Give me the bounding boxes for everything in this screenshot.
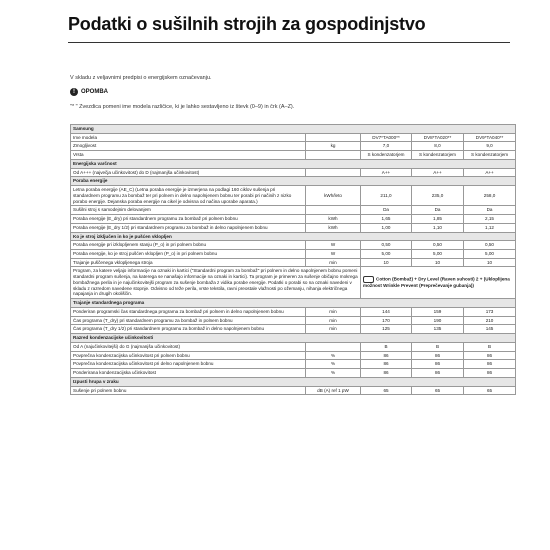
value-cell: 65 (361, 386, 412, 395)
intro-text: V skladu z veljavnimi predpisi o energijskem označevanju. (70, 75, 212, 81)
unit-cell: % (306, 369, 361, 378)
value-cell: A++ (464, 168, 516, 177)
section-row (71, 177, 516, 186)
value-cell: 86 (464, 360, 516, 369)
value-cell: 145 (464, 325, 516, 334)
note-heading (70, 88, 108, 96)
unit-cell: W (306, 241, 361, 250)
table-row-type (71, 151, 516, 160)
value-cell: 10 (412, 258, 464, 267)
row-label: Poraba energije, ko je stroj pušćen vklopljen (P_o) in pri polnem bobnu (71, 250, 306, 259)
value-cell: 8,0 (412, 142, 464, 151)
table-row-left-on-duration (71, 258, 516, 267)
table-row-weighted-time (71, 307, 516, 316)
section-heading: Ko je stroj izključen in ko je pušćen vklopljen (71, 232, 516, 241)
value-cell: S kondenzatorjem (412, 151, 464, 160)
program-value-cell (361, 267, 516, 299)
value-cell: 1,00 (361, 223, 412, 232)
value-cell: 1,65 (361, 215, 412, 224)
unit-cell: kWh (306, 223, 361, 232)
table-row-full-energy (71, 215, 516, 224)
value-cell: 190 (412, 316, 464, 325)
value-cell: A++ (412, 168, 464, 177)
table-row-auto (71, 206, 516, 215)
section-row (71, 377, 516, 386)
value-cell: 170 (361, 316, 412, 325)
value-cell: S kondenzatorjem (361, 151, 412, 160)
value-cell: 86 (361, 360, 412, 369)
row-label: Poraba energije (E_dry 1/2) pri standardnem programu za bombaž in delno napolnjenem bobnu (71, 223, 306, 232)
row-label: Sušenje pri polnem bobnu (71, 386, 306, 395)
value-cell: 65 (412, 386, 464, 395)
section-row (71, 334, 516, 343)
value-cell: B (412, 342, 464, 351)
row-label: Ponderiran programski čas standardnega programa za bombaž pri polnem in delno napolnjenem bobnu (71, 307, 306, 316)
unit-cell: W (306, 250, 361, 259)
table-row-left-on-power (71, 250, 516, 259)
value-cell: 0,50 (361, 241, 412, 250)
value-cell: 1,85 (412, 215, 464, 224)
row-label: Povprečna kondenzacijska učinkovitost pri polnem bobnu (71, 351, 306, 360)
unit-cell: min (306, 307, 361, 316)
value-cell: 5,00 (412, 250, 464, 259)
unit-cell: kg (306, 142, 361, 151)
unit-cell (306, 342, 361, 351)
table-row-off-power (71, 241, 516, 250)
dryer-program-icon (363, 276, 374, 283)
table-row-cond-class (71, 342, 516, 351)
row-label: Letna poraba energije (AE_C) (Letna poraba energije je izmerjena na podlagi 160 ciklov sušenja pri standardnem programu za bombaž ter pri polnem in delno napolnjenem bobnu ter porabi pri načinih z nizko porabo energije. Dejanska poraba energije na cikel je odvisna od načina uporabe aparata.) (71, 186, 306, 206)
value-cell: 211,0 (361, 186, 412, 206)
table-row-full-time (71, 316, 516, 325)
unit-cell (306, 133, 361, 142)
value-cell: 10 (361, 258, 412, 267)
row-label: Od A+++ (največja učinkovitost) do D (najmanjša učinkovitost) (71, 168, 306, 177)
value-cell: 9,0 (464, 142, 516, 151)
table-row-program (71, 267, 516, 299)
unit-cell: min (306, 325, 361, 334)
brand-cell: Samsung (71, 125, 516, 134)
value-cell: 1,12 (464, 223, 516, 232)
value-cell: 86 (464, 351, 516, 360)
row-label: Vrsta (71, 151, 306, 160)
model-name: DV7*TA000** (361, 133, 412, 142)
table-row-weighted-cond (71, 369, 516, 378)
unit-cell (306, 206, 361, 215)
value-cell: A++ (361, 168, 412, 177)
value-cell: 125 (361, 325, 412, 334)
row-label: Zmogljivost (71, 142, 306, 151)
row-label: Čas programa (T_dry 1/2) pri standardnem programu za bombaž in delno napolnjenem bobnu (71, 325, 306, 334)
row-label: Čas programa (T_dry) pri standardnem programu za bombaž in polnem bobnu (71, 316, 306, 325)
value-cell: 65 (464, 386, 516, 395)
note-text: "* " Zvezdica pomeni ime modela različice, ki je lahko sestavljeno iz števk (0–9) in črk (A–Z). (70, 104, 295, 110)
value-cell: Da (464, 206, 516, 215)
value-cell: 1,10 (412, 223, 464, 232)
table-row-avg-cond-partial (71, 360, 516, 369)
table-row-capacity (71, 142, 516, 151)
row-label: Ponderirana kondenzacijska učinkovitost (71, 369, 306, 378)
table-row-partial-energy (71, 223, 516, 232)
table-row-model (71, 133, 516, 142)
section-row (71, 232, 516, 241)
value-cell: B (464, 342, 516, 351)
unit-cell (306, 168, 361, 177)
title-divider (68, 42, 510, 43)
row-label: Ime modela (71, 133, 306, 142)
unit-cell: dB (A) ref 1 pW (306, 386, 361, 395)
value-cell: 135 (412, 325, 464, 334)
unit-cell: kWh/leto (306, 186, 361, 206)
table-row-partial-time (71, 325, 516, 334)
dryer-spec-table (70, 124, 516, 395)
value-cell: 144 (361, 307, 412, 316)
row-label: Poraba energije pri izklopljenem stanju (P_o) in pri polnem bobnu (71, 241, 306, 250)
value-cell: 210 (464, 316, 516, 325)
section-heading: Poraba energije (71, 177, 516, 186)
info-icon: ! (70, 88, 78, 96)
model-name: DV9*TA040** (464, 133, 516, 142)
table-row-brand (71, 125, 516, 134)
section-heading: Trajanje standardnega programa (71, 299, 516, 308)
section-heading: Energijska varčnost (71, 159, 516, 168)
value-cell: 0,50 (412, 241, 464, 250)
value-cell: Da (412, 206, 464, 215)
section-heading: Razred kondenzacijske učinkovitosti (71, 334, 516, 343)
value-cell: 86 (412, 360, 464, 369)
table-row-noise (71, 386, 516, 395)
value-cell: 258,0 (464, 186, 516, 206)
unit-cell (306, 151, 361, 160)
unit-cell: min (306, 316, 361, 325)
value-cell: 86 (412, 369, 464, 378)
unit-cell: % (306, 351, 361, 360)
row-label: Poraba energije (E_dry) pri standardnem programu za bombaž pri polnem bobnu (71, 215, 306, 224)
value-cell: 86 (361, 369, 412, 378)
value-cell: Da (361, 206, 412, 215)
unit-cell: kWh (306, 215, 361, 224)
value-cell: 159 (412, 307, 464, 316)
row-label: Povprečna kondenzacijska učinkovitost pri delno napolnjenem bobnu (71, 360, 306, 369)
note-label: OPOMBA (81, 89, 108, 95)
table-row-energy-class (71, 168, 516, 177)
value-cell: 5,00 (464, 250, 516, 259)
value-cell: 0,50 (464, 241, 516, 250)
row-label: Od A (najučinkovitejši) do G (najmanjša učinkovitost) (71, 342, 306, 351)
table-row-annual-energy (71, 186, 516, 206)
program-value: Cotton (Bombaž) + Dry Level (Raven suhosti) 2 + (Ukloplijena možnost Wrinkle Prevent (Preprečevanje gubanja)) (363, 277, 510, 289)
unit-cell: % (306, 360, 361, 369)
section-row (71, 159, 516, 168)
unit-cell: min (306, 258, 361, 267)
value-cell: 7,0 (361, 142, 412, 151)
section-heading: Izpusti hrupa v zraku (71, 377, 516, 386)
value-cell: 86 (361, 351, 412, 360)
section-row (71, 299, 516, 308)
value-cell: 10 (464, 258, 516, 267)
value-cell: 173 (464, 307, 516, 316)
row-label: Trajanje puščenega vklopljenega stroja (71, 258, 306, 267)
row-label: Sušilni stroj s samodejnim delovanjem (71, 206, 306, 215)
table-row-avg-cond-full (71, 351, 516, 360)
value-cell: B (361, 342, 412, 351)
page-title: Podatki o sušilnih strojih za gospodinjstvo (68, 14, 426, 34)
program-description: Program, za katere veljajo informacije na oznaki in kartici ("Standardni program za bombaž" pri polnem in delno napolnjenem bobnu pomeni standardni program sušenja, na katerega se nanašajo informacije na oznaki in kartici). Ta program je primeren za sušenje običajno mokrega bombažnega perila in je najučinkovitejši program za sušenje bombaža z vidika porabe energije. Podatki o porabi so na oznaki navedeni v skladu z razredom navedene stopnje. Odvisno od teže perila, vrste tekstila, ravni preostale vlažnosti po ožemanju, nihanja električnega napajanja in drugih okoliščin. (71, 267, 361, 299)
value-cell: 86 (464, 369, 516, 378)
value-cell: S kondenzatorjem (464, 151, 516, 160)
value-cell: 2,15 (464, 215, 516, 224)
value-cell: 86 (412, 351, 464, 360)
value-cell: 235,0 (412, 186, 464, 206)
value-cell: 5,00 (361, 250, 412, 259)
model-name: DV8*TA020** (412, 133, 464, 142)
